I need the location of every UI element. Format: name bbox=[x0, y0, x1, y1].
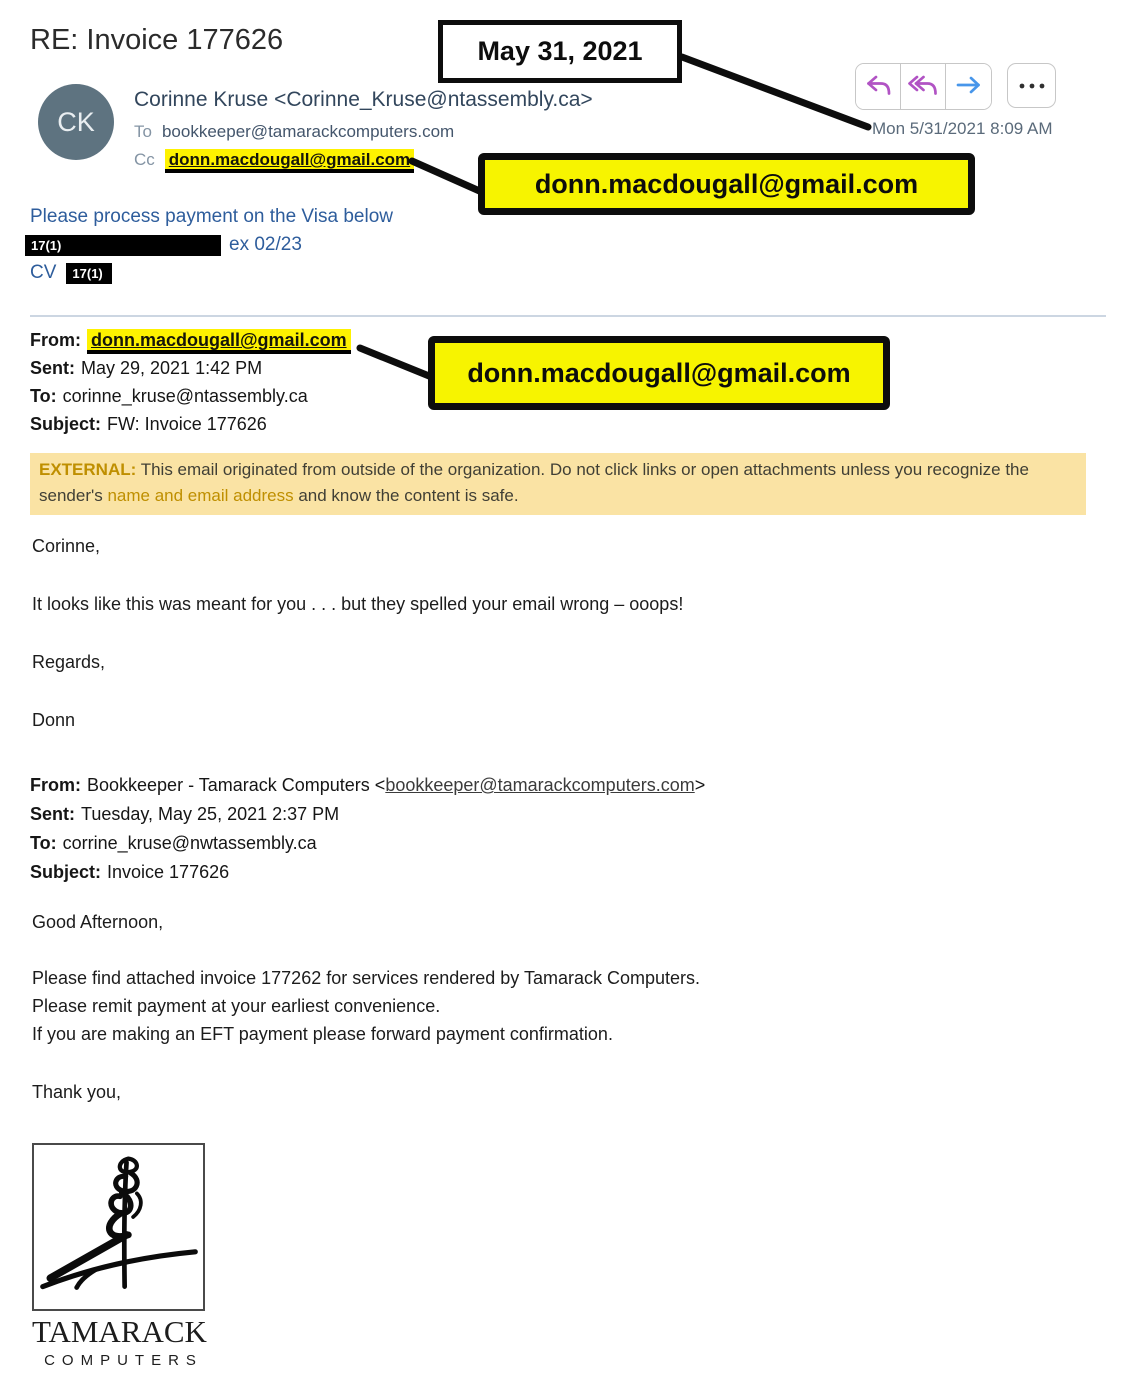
fwd2-sent-label: Sent: bbox=[30, 804, 75, 824]
forward-button[interactable] bbox=[946, 64, 991, 109]
external-warning-banner bbox=[30, 453, 1086, 515]
cv-label: CV bbox=[30, 262, 57, 283]
fwd1-subject-value: FW: Invoice 177626 bbox=[107, 414, 267, 434]
fwd2-from-line bbox=[30, 771, 705, 800]
redaction-bar-card-number: 17(1) bbox=[25, 235, 221, 256]
fwd2-to-line bbox=[30, 829, 705, 858]
message-divider bbox=[30, 315, 1106, 317]
fwd2-from-email-link[interactable]: bookkeeper@tamarackcomputers.com bbox=[385, 775, 695, 795]
cc-recipient-line bbox=[134, 150, 414, 170]
card-number-line bbox=[30, 234, 302, 256]
fwd2-to-label: To: bbox=[30, 833, 57, 853]
body1-greeting: Corinne, bbox=[32, 536, 101, 556]
card-cv-line bbox=[30, 262, 112, 284]
reply-icon bbox=[863, 72, 893, 101]
fwd2-from-label: From: bbox=[30, 775, 81, 795]
to-recipient-line bbox=[134, 122, 454, 142]
fwd1-to-label: To: bbox=[30, 386, 57, 406]
fwd2-from-close: > bbox=[694, 775, 706, 795]
external-banner-emphasis: name and email address bbox=[107, 486, 294, 505]
body1-signature: Donn bbox=[32, 710, 76, 730]
cc-label: Cc bbox=[134, 150, 155, 169]
body2-closing: Thank you, bbox=[32, 1082, 122, 1102]
body2-line2: Please remit payment at your earliest convenience. bbox=[32, 996, 441, 1016]
forwarded-header-2 bbox=[30, 771, 705, 887]
fwd1-subject-line bbox=[30, 410, 351, 438]
logo-wordmark-computers: COMPUTERS bbox=[44, 1352, 203, 1369]
from-email-annotation-callout: donn.macdougall@gmail.com bbox=[428, 336, 890, 410]
redaction-bar-cv: 17(1) bbox=[66, 263, 112, 284]
fwd1-to-value: corinne_kruse@ntassembly.ca bbox=[62, 386, 308, 406]
to-label: To bbox=[134, 122, 152, 141]
fwd2-to-value: corrine_kruse@nwtassembly.ca bbox=[62, 833, 317, 853]
email-subject-title: RE: Invoice 177626 bbox=[30, 24, 284, 56]
external-banner-text-after: and know the content is safe. bbox=[293, 486, 519, 505]
body2-line3: If you are making an EFT payment please forward payment confirmation. bbox=[32, 1024, 613, 1044]
fwd2-subject-line bbox=[30, 858, 705, 887]
external-banner-prefix: EXTERNAL: bbox=[39, 460, 137, 479]
sender-avatar[interactable] bbox=[38, 84, 114, 160]
cc-email-annotation-callout: donn.macdougall@gmail.com bbox=[478, 153, 975, 215]
received-timestamp: Mon 5/31/2021 8:09 AM bbox=[872, 119, 1053, 138]
fwd1-sent-label: Sent: bbox=[30, 358, 75, 378]
body1-closing: Regards, bbox=[32, 652, 106, 672]
fwd2-subject-label: Subject: bbox=[30, 862, 102, 882]
fwd1-sent-value: May 29, 2021 1:42 PM bbox=[81, 358, 263, 378]
fwd1-subject-label: Subject: bbox=[30, 414, 102, 434]
card-expiry: ex 02/23 bbox=[229, 234, 302, 255]
date-annotation-callout: May 31, 2021 bbox=[438, 20, 682, 83]
tamarack-tree-logo bbox=[39, 1147, 199, 1307]
payment-instruction: Please process payment on the Visa below bbox=[30, 206, 393, 227]
external-banner-text-before: This email originated from outside of the organization. Do not click links or open attachments unless you recognize the sender's bbox=[39, 460, 1029, 505]
fwd1-sent-line bbox=[30, 354, 351, 382]
more-icon bbox=[1018, 78, 1046, 93]
reply-all-button[interactable] bbox=[901, 64, 946, 109]
reply-all-icon bbox=[907, 72, 939, 101]
fwd1-from-address-highlighted[interactable]: donn.macdougall@gmail.com bbox=[87, 329, 351, 354]
fwd2-subject-value: Invoice 177626 bbox=[107, 862, 230, 882]
logo-wordmark-tamarack: TAMARACK bbox=[32, 1314, 207, 1349]
fwd2-from-name: Bookkeeper - Tamarack Computers < bbox=[87, 775, 386, 795]
to-address: bookkeeper@tamarackcomputers.com bbox=[161, 122, 455, 141]
fwd2-sent-line bbox=[30, 800, 705, 829]
body2-line1: Please find attached invoice 177262 for services rendered by Tamarack Computers. bbox=[32, 968, 701, 988]
body1-message: It looks like this was meant for you . . . but they spelled your email wrong – ooops! bbox=[32, 594, 684, 614]
avatar-initials: CK bbox=[57, 106, 95, 137]
fwd1-to-line bbox=[30, 382, 351, 410]
forward-icon bbox=[954, 72, 984, 101]
fwd2-sent-value: Tuesday, May 25, 2021 2:37 PM bbox=[81, 804, 340, 824]
reply-button[interactable] bbox=[856, 64, 901, 109]
body2-greeting: Good Afternoon, bbox=[32, 912, 164, 932]
forwarded-header-1 bbox=[30, 326, 351, 438]
reply-button-group bbox=[855, 63, 992, 110]
tamarack-logo-image bbox=[32, 1143, 205, 1311]
fwd1-from-line bbox=[30, 326, 351, 354]
message-toolbar bbox=[855, 63, 1056, 110]
fwd1-from-label: From: bbox=[30, 330, 81, 350]
sender-name-address: Corinne Kruse <Corinne_Kruse@ntassembly.ca> bbox=[134, 88, 593, 111]
more-actions-button[interactable] bbox=[1007, 63, 1056, 108]
cc-address-highlighted[interactable]: donn.macdougall@gmail.com bbox=[165, 149, 414, 173]
